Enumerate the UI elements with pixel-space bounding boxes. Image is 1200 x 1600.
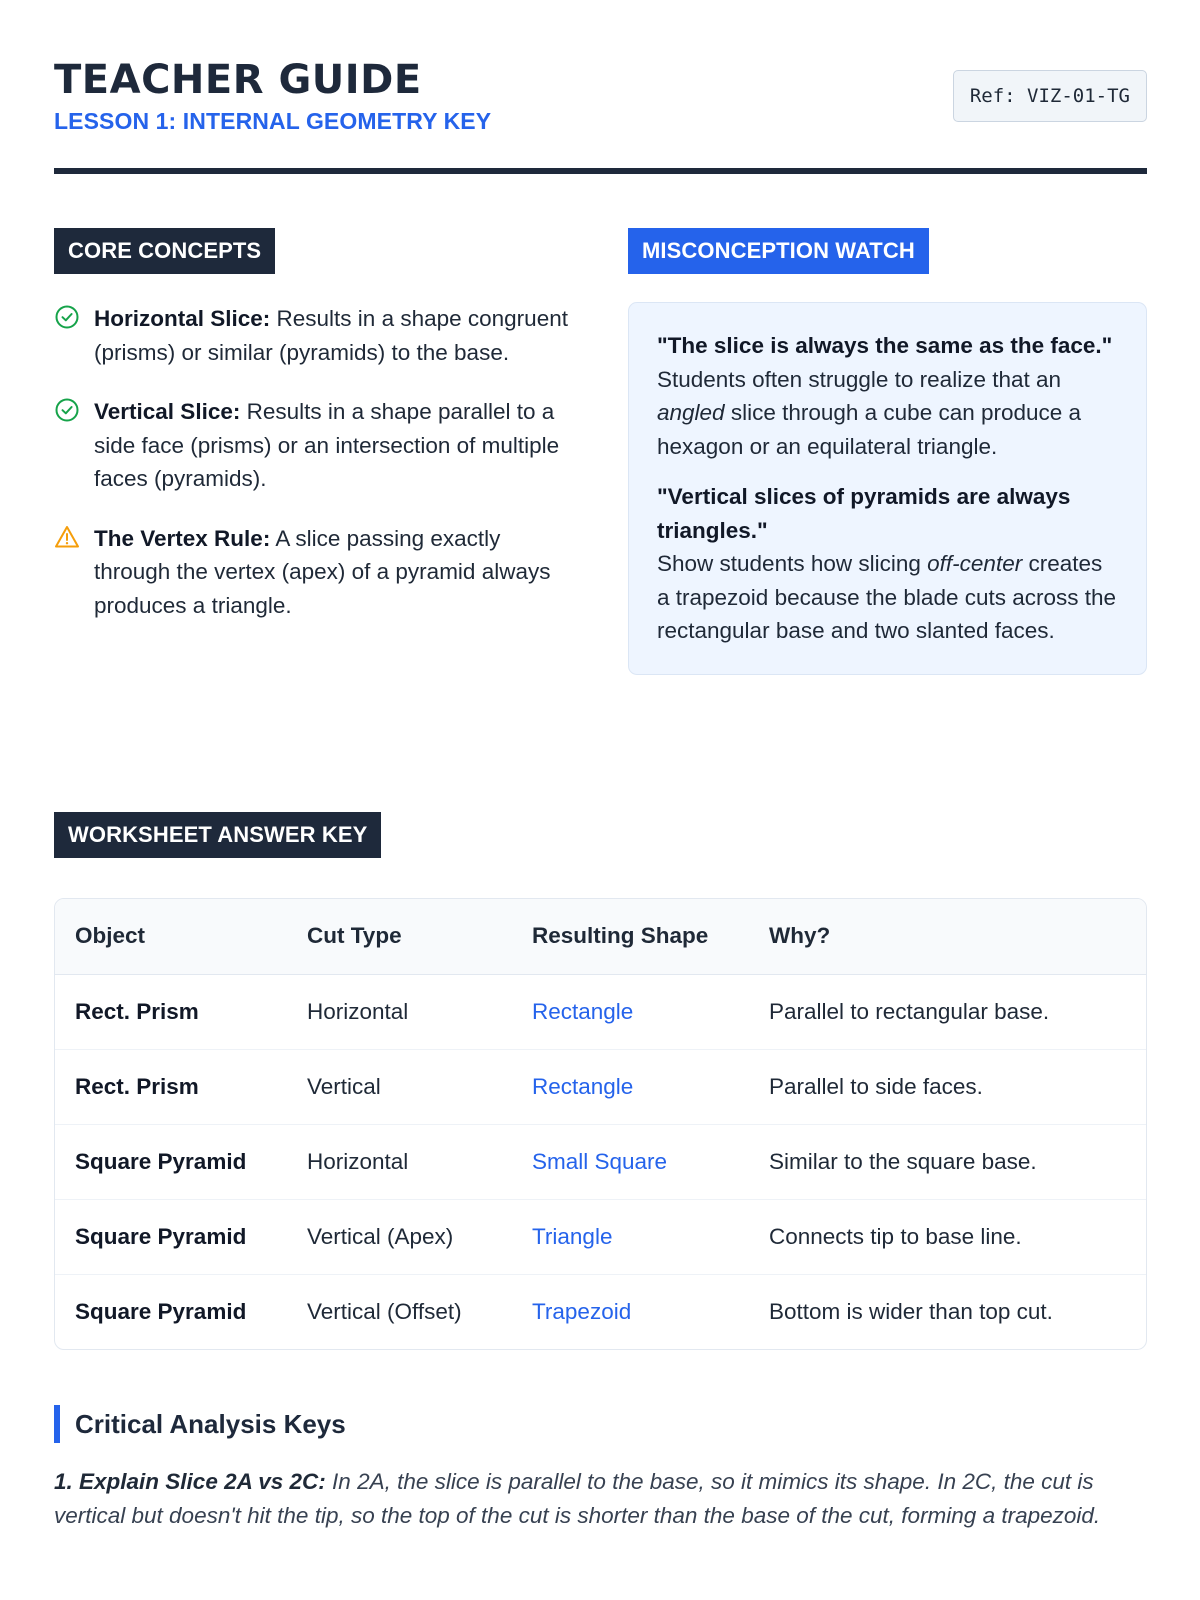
concept-description: Results in a shape parallel to a side face (prisms) or an intersection of multiple faces (pyramids). [94, 399, 560, 491]
warning-triangle-icon [54, 524, 80, 550]
critical-analysis-heading: Critical Analysis Keys [54, 1405, 1147, 1443]
concept-list [54, 302, 574, 622]
answer-key-table [55, 899, 1146, 1349]
column-header-object: Object [55, 899, 287, 974]
cell-resulting-shape: Small Square [512, 1124, 749, 1199]
misconception-heading: MISCONCEPTION WATCH [628, 228, 929, 274]
check-circle-icon [54, 397, 80, 423]
misconception-text: Students often struggle to realize that an [657, 366, 1062, 392]
misconception-text: creates a trapezoid because the blade cuts across the rectangular base and two slanted faces. [657, 551, 1117, 643]
reference-badge: Ref: VIZ-01-TG [953, 70, 1147, 122]
concept-text [94, 522, 574, 623]
concept-term: Horizontal Slice: [94, 306, 271, 331]
table-row [55, 1199, 1146, 1274]
misconception-quote: "The slice is always the same as the face." [657, 333, 1113, 358]
misconception-emphasis: angled [657, 400, 725, 425]
misconception-item [657, 329, 1118, 463]
concept-item [54, 522, 574, 623]
cell-object: Square Pyramid [75, 1298, 247, 1324]
concept-term: The Vertex Rule: [94, 525, 271, 551]
answer-key-heading: WORKSHEET ANSWER KEY [54, 812, 381, 858]
column-header-resulting-shape: Resulting Shape [512, 899, 749, 974]
table-row [55, 1124, 1146, 1199]
cell-object: Square Pyramid [55, 1199, 287, 1274]
critical-analysis-item [54, 1465, 1147, 1532]
header-divider [54, 168, 1147, 174]
misconception-item [657, 480, 1118, 648]
cell-why: Parallel to rectangular base. [749, 974, 1146, 1049]
concept-text [94, 395, 574, 496]
cell-resulting-shape: Triangle [512, 1199, 749, 1274]
concept-item [54, 395, 574, 496]
cell-cut-type: Horizontal [287, 1124, 512, 1199]
table-header-row [55, 899, 1146, 974]
cell-why: Bottom is wider than top cut. [769, 1298, 1053, 1324]
misconception-callout [628, 302, 1147, 675]
critical-analysis-text: In 2A, the slice is parallel to the base, so it mimics its shape. In 2C, the cut is vertical but doesn't hit the tip, so the top of the cut is shorter than the base of the cut, forming a trapezoid. [54, 1469, 1101, 1528]
concept-description: Results in a shape congruent (prisms) or similar (pyramids) to the base. [94, 306, 568, 365]
concept-term: Vertical Slice: [94, 399, 241, 424]
cell-cut-type: Vertical [287, 1049, 512, 1124]
concept-text [94, 302, 574, 369]
misconception-section [628, 228, 1147, 675]
page-header [54, 58, 1147, 174]
cell-why: Connects tip to base line. [749, 1199, 1146, 1274]
concept-item [54, 302, 574, 369]
core-concepts-heading: CORE CONCEPTS [54, 228, 275, 274]
misconception-text: slice through a cube can produce a hexagon or an equilateral triangle. [657, 400, 1082, 459]
cell-cut-type: Horizontal [287, 974, 512, 1049]
misconception-text: Show students how slicing [657, 551, 928, 576]
column-header-cut-type: Cut Type [287, 899, 512, 974]
cell-object: Square Pyramid [55, 1124, 287, 1199]
critical-analysis-label: 1. Explain Slice 2A vs 2C: [54, 1469, 326, 1494]
page-title: TEACHER GUIDE [54, 57, 422, 103]
concept-description: A slice passing exactly through the vertex (apex) of a pyramid always produces a triangle. [94, 525, 551, 618]
table-row [55, 1049, 1146, 1124]
cell-object: Rect. Prism [55, 974, 287, 1049]
core-concepts-section [54, 228, 574, 648]
answer-key-section [54, 812, 1147, 1350]
column-header-why: Why? [749, 899, 1146, 974]
cell-cut-type: Vertical (Offset) [307, 1298, 462, 1324]
answer-key-table-container [54, 898, 1147, 1350]
cell-cut-type: Vertical (Apex) [287, 1199, 512, 1274]
table-row [55, 1274, 1146, 1349]
page-subtitle: LESSON 1: INTERNAL GEOMETRY KEY [54, 108, 492, 134]
cell-resulting-shape: Trapezoid [532, 1298, 632, 1324]
cell-resulting-shape: Rectangle [512, 1049, 749, 1124]
misconception-emphasis: off-center [927, 551, 1023, 576]
table-row [55, 974, 1146, 1049]
cell-why: Parallel to side faces. [749, 1049, 1146, 1124]
misconception-quote: "Vertical slices of pyramids are always triangles." [657, 484, 1071, 543]
cell-resulting-shape: Rectangle [512, 974, 749, 1049]
cell-object: Rect. Prism [55, 1049, 287, 1124]
check-circle-icon [54, 304, 80, 330]
critical-analysis-section [54, 1405, 1147, 1532]
cell-why: Similar to the square base. [749, 1124, 1146, 1199]
